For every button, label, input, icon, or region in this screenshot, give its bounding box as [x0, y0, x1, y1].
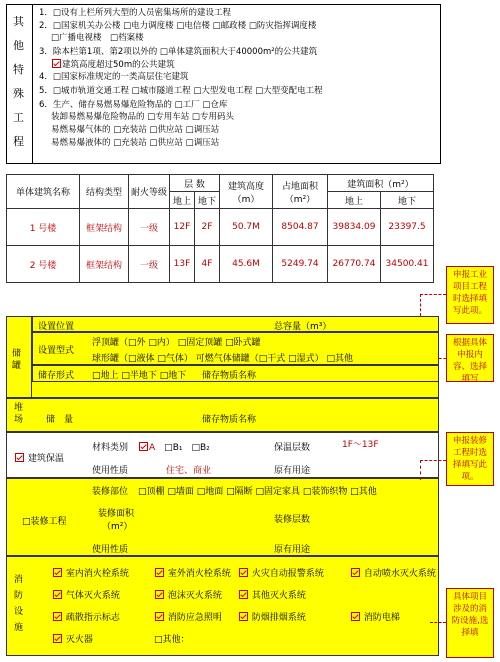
header-footprint: 占地面积 （m²）: [273, 175, 328, 209]
header-build-area: 建筑面积（m²）: [328, 175, 434, 192]
storage-capacity-label: 总容量（m³）: [274, 322, 332, 332]
checked-checkbox-icon: [239, 568, 248, 577]
special-line-2: 2．□国家机关办公楼 □电力调度楼 □电信楼 □邮政楼 □防灾指挥调度楼: [39, 21, 317, 31]
storage-store-form-label: 储存形式: [38, 371, 75, 381]
checked-checkbox-icon[interactable]: [15, 453, 24, 462]
insulation-orig-use-label: 原有用途: [274, 466, 311, 476]
special-projects-label: 其 他 特 殊 工 程: [7, 5, 33, 163]
callout-industrial: 申报工业项目工程时选择填写此项。: [446, 266, 494, 324]
storage-form-options-2[interactable]: 球形罐（□液体 □气体） 可燃气体储罐（□干式 □湿式） □其他: [92, 354, 353, 364]
facility-item[interactable]: □其他：: [154, 635, 190, 645]
table-row: 1 号楼 框架结构 一级 12F 2F 50.7M 8504.87 39834.09 23397.5: [7, 209, 434, 246]
facility-item[interactable]: 其他灭火系统: [238, 588, 306, 601]
decoration-label[interactable]: □装修工程: [22, 517, 67, 527]
special-line-6: 6．生产、储存易燃易爆危险物品的 □工厂 □仓库: [39, 100, 228, 110]
insulation-floors-value: 1F～13F: [342, 440, 379, 450]
insulation-label: 建筑保温: [14, 451, 64, 464]
header-area-above: 地上: [328, 192, 381, 209]
storage-location-label: 设置位置: [38, 322, 75, 332]
storage-store-options[interactable]: □地上 □半地下 □地下: [92, 371, 187, 381]
facility-item[interactable]: 室内消火栓系统: [52, 566, 129, 579]
decoration-orig-use-label: 原有用途: [274, 545, 311, 555]
header-height: 建筑高度 （m）: [220, 175, 273, 209]
header-floors-below: 地下: [195, 192, 220, 209]
header-building-name: 单体建筑名称: [7, 175, 80, 209]
checked-checkbox-icon: [155, 568, 164, 577]
decoration-part-options[interactable]: □顶棚 □墙面 □地面 □隔断 □固定家具 □装饰织物 □其他: [138, 487, 377, 497]
storage-form-options-1[interactable]: 浮顶罐（□外 □内） □固定顶罐 □卧式罐: [92, 338, 261, 348]
checked-checkbox-icon: [53, 634, 62, 643]
facility-item[interactable]: 灭火器: [52, 632, 93, 645]
facilities-label: 消防设施: [14, 575, 24, 633]
facility-item[interactable]: 疏散指示标志: [52, 610, 120, 623]
special-line-5: 5．□城市轨道交通工程 □城市隧道工程 □大型发电工程 □大型变配电工程: [39, 86, 323, 96]
facility-item[interactable]: 气体灭火系统: [52, 588, 120, 601]
checked-checkbox-icon: [351, 568, 360, 577]
special-line-6c: 易燃易爆气体的 □充装站 □供应站 □调压站: [51, 125, 220, 135]
yard-label: 堆场: [14, 403, 24, 425]
special-line-2b: □广播电视楼 □档案楼: [51, 33, 144, 43]
header-floors-above: 地上: [170, 192, 195, 209]
special-line-1: 1．□设有上栏所列大型的人员密集场所的建设工程: [39, 8, 231, 18]
callout-decoration: 申报装修工程时选择填写此项。: [446, 432, 494, 486]
building-info-table: [6, 174, 434, 283]
storage-label: 储罐: [12, 349, 22, 371]
facility-item[interactable]: 泡沫灭火系统: [154, 588, 222, 601]
checked-checkbox-icon: [53, 612, 62, 621]
special-line-6d: 易燃易爆液体的 □充装站 □供应站 □调压站: [51, 138, 220, 148]
insulation-material-label: 材料类别: [92, 443, 129, 453]
checked-checkbox-icon[interactable]: [52, 59, 61, 68]
checked-checkbox-icon: [155, 612, 164, 621]
facility-item[interactable]: 防烟排烟系统: [238, 610, 306, 623]
storage-form-label: 设置型式: [38, 346, 75, 356]
checked-checkbox-icon: [239, 590, 248, 599]
checked-checkbox-icon: [351, 612, 360, 621]
special-line-3b: 建筑高度超过50m的公共建筑: [51, 59, 175, 71]
header-fire-rating: 耐火等级: [129, 175, 170, 209]
insulation-use-label: 使用性质: [92, 466, 129, 476]
yard-amount-label: 储 量: [46, 415, 74, 425]
yard-material-label: 储存物质名称: [202, 415, 257, 425]
facility-item[interactable]: 消防电梯: [350, 610, 400, 623]
insulation-material-options[interactable]: A □B₁ □B₂: [138, 440, 210, 453]
header-structure: 结构类型: [80, 175, 129, 209]
insulation-floors-label: 保温层数: [274, 443, 311, 453]
callout-storage: 根据具体申报内容、选择填写: [446, 334, 494, 382]
special-projects-section: [6, 4, 441, 164]
header-area-below: 地下: [381, 192, 434, 209]
special-line-3: 3．除本栏第1项、第2项以外的 □单体建筑面积大于40000m²的公共建筑: [39, 47, 318, 57]
checked-checkbox-icon: [53, 568, 62, 577]
facility-item[interactable]: 室外消火栓系统: [154, 566, 231, 579]
yellow-highlight-area: 储罐 设置位置 总容量（m³） 设置型式 浮顶罐（□外 □内） □固定顶罐 □卧式罐 球形罐（□液体 □气体） 可燃气体储罐（□干式 □湿式） □其他 储存形式 □地上 □半地下 □地下 储存物质名称 堆场 储 量 储存物质名称 建筑保温 材料类别 A □B₁ □B₂ 保温层数 1F～13F 使用性质 住宅、商业 原有用途 □装修工程 装修部位 □顶棚 □墙面 □地面 □隔断 □固定家具 □装饰织物 □其他 装修面积 （m²） 装修层数 使用性质 原有用途 消防设施 室内消火栓系统 室外消火栓系统 火灾自动报警系统 自动喷水灭火系统 气体灭火系统 泡沫灭火系统 其他灭火系统 疏散指示标志 消防应急照明 防烟排烟系统 消防电梯 灭火器 □其他：: [6, 316, 439, 656]
decoration-use-label: 使用性质: [92, 545, 129, 555]
special-line-6b: 装卸易燃易爆危险物品的 □专用车站 □专用码头: [51, 112, 234, 122]
facility-item[interactable]: 自动喷水灭火系统: [350, 566, 436, 579]
facility-item[interactable]: 消防应急照明: [154, 610, 222, 623]
insulation-use-value: 住宅、商业: [166, 466, 212, 476]
decoration-floors-label: 装修层数: [274, 515, 311, 525]
table-row: 2 号楼 框架结构 一级 13F 4F 45.6M 5249.74 26770.74 34500.41: [7, 246, 434, 283]
callout-facilities: 具体项目涉及的消防设施,选择填: [446, 588, 494, 658]
special-line-4: 4．□国家标准规定的一类高层住宅建筑: [39, 72, 189, 82]
checked-checkbox-icon: [53, 590, 62, 599]
storage-material-label: 储存物质名称: [202, 371, 257, 381]
decoration-part-label: 装修部位: [92, 487, 129, 497]
facility-item[interactable]: 火灾自动报警系统: [238, 566, 324, 579]
header-floors: 层 数: [170, 175, 220, 192]
checked-checkbox-icon: [155, 590, 164, 599]
decoration-area-label: 装修面积: [98, 509, 135, 519]
checked-checkbox-icon: [239, 612, 248, 621]
